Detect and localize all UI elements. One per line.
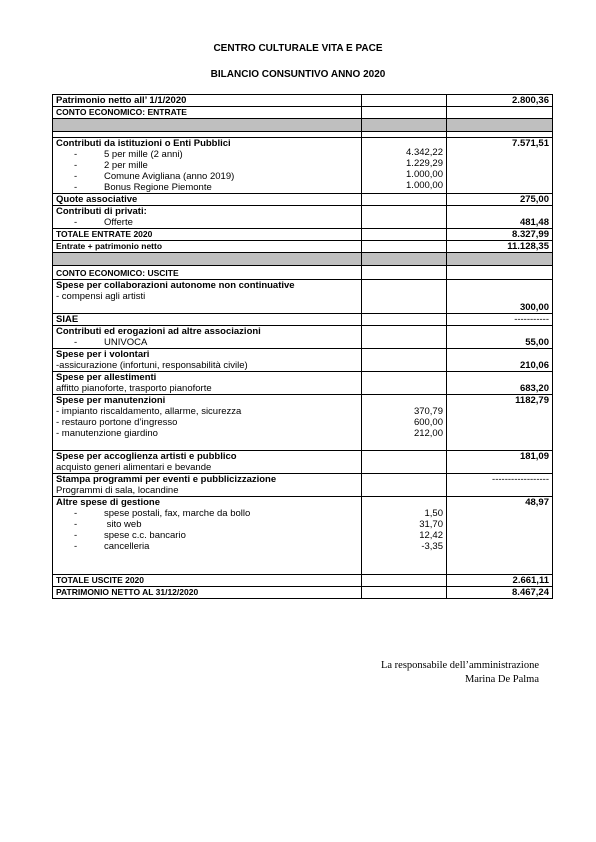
item-value: -3,35 xyxy=(421,541,443,552)
row-total: 1182,79 xyxy=(447,395,553,451)
table-row xyxy=(53,575,553,587)
table-row xyxy=(53,206,553,229)
table-row xyxy=(53,372,553,395)
list-item: - Offerte xyxy=(74,217,133,228)
row-label: Altre spese di gestione xyxy=(56,497,161,508)
row-total: 8.467,24 xyxy=(447,587,553,599)
table-row xyxy=(53,451,553,474)
list-item: - 5 per mille (2 anni) xyxy=(74,149,183,160)
item-value: 212,00 xyxy=(413,428,443,439)
separator-row xyxy=(53,119,553,132)
list-item: - restauro portone d’ingresso xyxy=(56,417,178,428)
row-label: TOTALE ENTRATE 2020 xyxy=(53,229,362,241)
item-value: 370,79 xyxy=(413,406,443,417)
row-label: Entrate + patrimonio netto xyxy=(53,241,362,253)
table-row xyxy=(53,497,553,575)
list-item: - spese postali, fax, marche da bollo xyxy=(74,508,251,519)
row-total: 2.800,36 xyxy=(447,95,553,107)
item-value: 1.000,00 xyxy=(406,169,443,180)
row-label: SIAE xyxy=(53,314,362,326)
table-row xyxy=(53,194,553,206)
row-label: Spese per collaborazioni autonome non continuative xyxy=(56,280,295,291)
item-value: 1.000,00 xyxy=(406,180,443,191)
section-title: CONTO ECONOMICO: USCITE xyxy=(53,266,362,280)
table-row xyxy=(53,395,553,451)
row-total: 11.128,35 xyxy=(447,241,553,253)
section-header xyxy=(53,107,553,119)
row-total: 48,97 xyxy=(447,497,553,575)
table-row xyxy=(53,280,553,314)
table-row xyxy=(53,95,553,107)
table-row xyxy=(53,349,553,372)
row-subtext: Programmi di sala, locandine xyxy=(56,485,179,496)
list-item: - impianto riscaldamento, allarme, sicurezza xyxy=(56,406,242,417)
list-item: - cancelleria xyxy=(74,541,150,552)
row-total: 275,00 xyxy=(447,194,553,206)
row-label: TOTALE USCITE 2020 xyxy=(53,575,362,587)
row-total: ----------- xyxy=(447,314,553,326)
list-item: - Bonus Regione Piemonte xyxy=(74,182,212,193)
row-total: 55,00 xyxy=(447,326,553,349)
row-label: Spese per allestimenti xyxy=(56,372,157,383)
item-value: 4.342,22 xyxy=(406,147,443,158)
row-total: 8.327,99 xyxy=(447,229,553,241)
row-label: Contributi di privati: xyxy=(56,206,147,217)
item-value: 31,70 xyxy=(419,519,443,530)
document-title: BILANCIO CONSUNTIVO ANNO 2020 xyxy=(210,69,386,80)
item-value: 600,00 xyxy=(413,417,443,428)
row-label: Quote associative xyxy=(53,194,362,206)
row-total: 300,00 xyxy=(447,280,553,314)
list-item: - 2 per mille xyxy=(74,160,148,171)
org-name: CENTRO CULTURALE VITA E PACE xyxy=(213,43,383,54)
list-item: - UNIVOCA xyxy=(74,337,148,348)
row-total: ------------------ xyxy=(447,474,553,497)
row-label: Spese per i volontari xyxy=(56,349,150,360)
list-item: - Comune Avigliana (anno 2019) xyxy=(74,171,235,182)
table-row xyxy=(53,138,553,194)
row-total: 683,20 xyxy=(447,372,553,395)
item-value: 12,42 xyxy=(419,530,443,541)
section-title: CONTO ECONOMICO: ENTRATE xyxy=(53,107,362,119)
row-label: Contributi da istituzioni o Enti Pubblici xyxy=(56,138,231,149)
row-label: Contributi ed erogazioni ad altre associazioni xyxy=(56,326,261,337)
row-label: Spese per accoglienza artisti e pubblico xyxy=(56,451,237,462)
table-row xyxy=(53,474,553,497)
row-subtext: acquisto generi alimentari e bevande xyxy=(56,462,212,473)
table-row xyxy=(53,229,553,241)
row-total: 2.661,11 xyxy=(447,575,553,587)
row-label: Spese per manutenzioni xyxy=(56,395,166,406)
row-label: Stampa programmi per eventi e pubblicizzazione xyxy=(56,474,277,485)
row-label: Patrimonio netto all’ 1/1/2020 xyxy=(53,95,362,107)
row-total: 181,09 xyxy=(447,451,553,474)
separator-row xyxy=(53,253,553,266)
table-row xyxy=(53,241,553,253)
row-total: 210,06 xyxy=(447,349,553,372)
budget-table xyxy=(52,94,553,599)
list-item: - spese c.c. bancario xyxy=(74,530,186,541)
list-item: - sito web xyxy=(74,519,142,530)
row-subtext: affitto pianoforte, trasporto pianoforte xyxy=(56,383,212,394)
row-subtext: - compensi agli artisti xyxy=(56,291,146,302)
signature-role: La responsabile dell’amministrazione xyxy=(380,660,539,671)
table-row xyxy=(53,326,553,349)
item-value: 1.229,29 xyxy=(406,158,443,169)
item-value: 1,50 xyxy=(424,508,443,519)
table-row xyxy=(53,587,553,599)
list-item: - manutenzione giardino xyxy=(56,428,158,439)
row-subtext: -assicurazione (infortuni, responsabilità civile) xyxy=(56,360,248,371)
signature-name: Marina De Palma xyxy=(464,674,539,685)
row-total: 7.571,51 xyxy=(447,138,553,194)
table-row xyxy=(53,314,553,326)
row-total: 481,48 xyxy=(447,206,553,229)
row-label: PATRIMONIO NETTO AL 31/12/2020 xyxy=(53,587,362,599)
section-header xyxy=(53,266,553,280)
